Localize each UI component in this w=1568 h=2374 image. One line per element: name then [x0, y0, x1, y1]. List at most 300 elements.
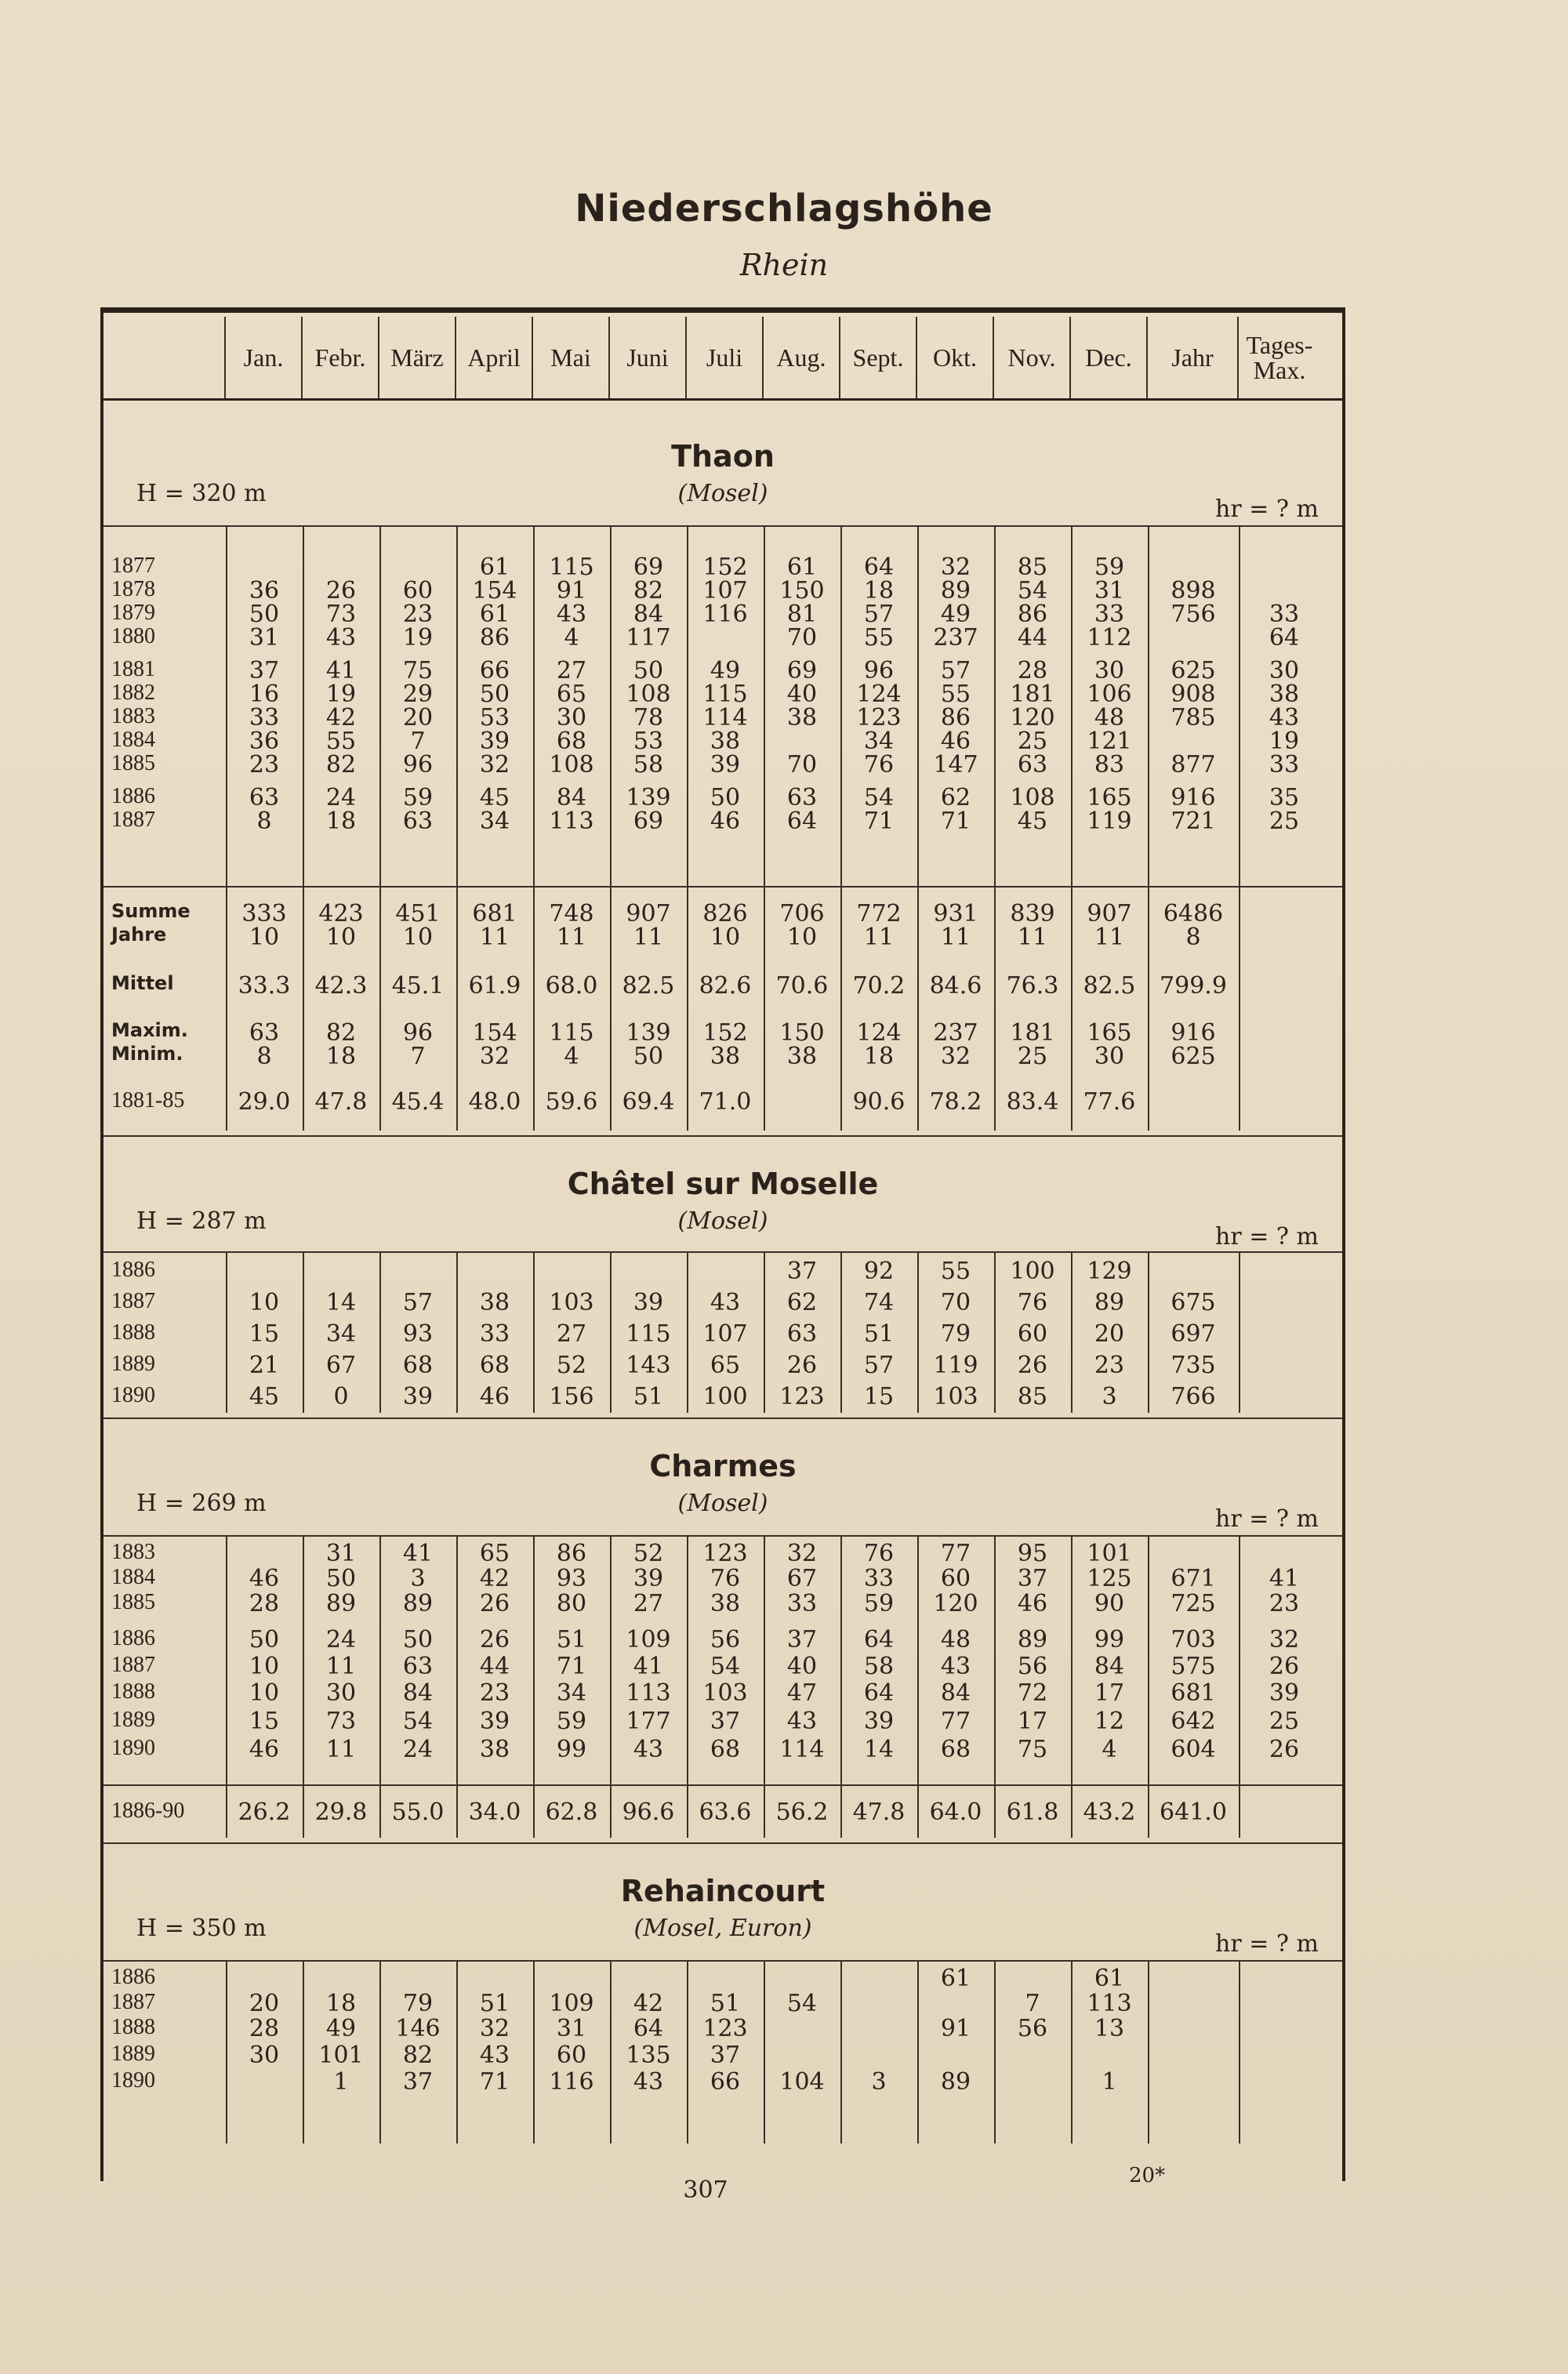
- year-label: 1890: [111, 1383, 155, 1407]
- data-cell: 785: [1171, 704, 1216, 731]
- summary-cell: 96: [402, 1019, 434, 1047]
- column-header: März: [379, 317, 456, 398]
- data-cell: 99: [556, 1736, 587, 1763]
- column-header: April: [456, 317, 533, 398]
- summary-cell: 11: [1094, 924, 1125, 951]
- year-label: 1889: [111, 1352, 155, 1376]
- summary-cell: 43.2: [1083, 1799, 1136, 1826]
- data-cell: 61: [1094, 1965, 1125, 1992]
- data-cell: 50: [325, 1565, 357, 1592]
- data-cell: 24: [325, 1626, 357, 1653]
- data-cell: 3: [871, 2068, 887, 2096]
- data-cell: 124: [856, 681, 902, 708]
- summary-cell: 30: [1094, 1043, 1125, 1070]
- summary-cell: 907: [626, 900, 671, 927]
- column-header: Jahr: [1148, 317, 1239, 398]
- summary-rule: [103, 1784, 1342, 1786]
- summary-cell: 25: [1017, 1043, 1048, 1070]
- data-cell: 43: [940, 1653, 971, 1680]
- data-cell: 68: [402, 1352, 434, 1379]
- summary-cell: 47.8: [852, 1799, 906, 1826]
- summary-cell: 38: [786, 1043, 818, 1070]
- summary-cell: 423: [318, 900, 364, 927]
- data-cell: 4: [564, 624, 579, 652]
- data-cell: 33: [1269, 751, 1300, 779]
- summary-cell: 826: [702, 900, 748, 927]
- data-cell: 60: [1017, 1320, 1048, 1348]
- station-header-rule: [103, 1535, 1342, 1537]
- summary-cell: 33.3: [238, 972, 291, 1000]
- year-label: 1886: [111, 1965, 155, 1989]
- data-cell: 58: [863, 1653, 895, 1680]
- station-name: Rehaincourt: [620, 1874, 826, 1908]
- data-cell: 32: [786, 1540, 818, 1567]
- data-cell: 99: [1094, 1626, 1125, 1653]
- data-cell: 18: [325, 808, 357, 835]
- summary-cell: 11: [1017, 924, 1048, 951]
- data-cell: 56: [1017, 2015, 1048, 2042]
- column-divider: [1239, 1251, 1240, 1413]
- data-cell: 46: [710, 808, 741, 835]
- year-label: 1886: [111, 784, 155, 808]
- data-cell: 108: [1010, 784, 1055, 811]
- summary-cell: 152: [702, 1019, 748, 1047]
- data-cell: 61: [940, 1965, 971, 1992]
- data-cell: 70: [786, 751, 818, 779]
- data-cell: 181: [1010, 681, 1055, 708]
- data-cell: 26: [479, 1590, 510, 1617]
- data-cell: 575: [1171, 1653, 1216, 1680]
- data-cell: 107: [702, 1320, 748, 1348]
- data-cell: 39: [1269, 1679, 1300, 1707]
- year-label: 1888: [111, 1679, 155, 1704]
- summary-cell: 333: [241, 900, 287, 927]
- column-header: Jan.: [226, 317, 303, 398]
- station-river: (Mosel): [677, 480, 768, 507]
- summary-cell: 32: [940, 1043, 971, 1070]
- column-header: Sept.: [840, 317, 917, 398]
- data-cell: 57: [863, 1352, 895, 1379]
- summary-cell: 6486: [1163, 900, 1224, 927]
- data-cell: 101: [318, 2042, 364, 2069]
- summary-cell: 96.6: [622, 1799, 675, 1826]
- data-cell: 33: [1269, 601, 1300, 628]
- year-label: 1878: [111, 577, 155, 601]
- summary-cell: 34.0: [468, 1799, 521, 1826]
- data-cell: 45: [1017, 808, 1048, 835]
- data-cell: 23: [1269, 1590, 1300, 1617]
- data-cell: 30: [556, 704, 587, 731]
- data-cell: 38: [479, 1736, 510, 1763]
- page-subtitle: Rhein: [739, 248, 829, 282]
- summary-label: Jahre: [111, 924, 167, 946]
- data-cell: 91: [940, 2015, 971, 2042]
- data-cell: 67: [786, 1565, 818, 1592]
- station-top-rule: [103, 1418, 1342, 1419]
- data-cell: 70: [940, 1289, 971, 1316]
- data-cell: 19: [402, 624, 434, 652]
- column-divider: [840, 1960, 842, 2143]
- data-cell: 39: [863, 1708, 895, 1735]
- data-cell: 43: [325, 624, 357, 652]
- data-cell: 106: [1087, 681, 1132, 708]
- station-top-rule: [103, 1135, 1342, 1137]
- data-cell: 57: [402, 1289, 434, 1316]
- data-cell: 39: [402, 1383, 434, 1410]
- data-cell: 53: [479, 704, 510, 731]
- data-cell: 43: [556, 601, 587, 628]
- data-cell: 725: [1171, 1590, 1216, 1617]
- data-cell: 23: [1094, 1352, 1125, 1379]
- year-label: 1889: [111, 1708, 155, 1732]
- summary-cell: 8: [256, 1043, 272, 1070]
- data-cell: 72: [1017, 1679, 1048, 1707]
- data-cell: 12: [1094, 1708, 1125, 1735]
- data-cell: 91: [556, 577, 587, 604]
- station-river: (Mosel): [677, 1207, 768, 1235]
- data-cell: 108: [549, 751, 594, 779]
- data-cell: 43: [633, 1736, 664, 1763]
- summary-cell: 84.6: [929, 972, 982, 1000]
- summary-cell: 61.9: [468, 972, 521, 1000]
- data-cell: 59: [556, 1708, 587, 1735]
- summary-cell: 10: [402, 924, 434, 951]
- data-cell: 82: [633, 577, 664, 604]
- data-cell: 147: [933, 751, 978, 779]
- station-river: (Mosel, Euron): [633, 1915, 812, 1942]
- data-cell: 30: [249, 2042, 280, 2069]
- station-block: [103, 1418, 1342, 1842]
- page-title: Niederschlagshöhe: [575, 187, 993, 231]
- data-cell: 107: [702, 577, 748, 604]
- summary-cell: 82.5: [622, 972, 675, 1000]
- data-cell: 46: [249, 1565, 280, 1592]
- data-cell: 83: [1094, 751, 1125, 779]
- summary-cell: 47.8: [314, 1088, 368, 1116]
- data-cell: 34: [325, 1320, 357, 1348]
- summary-cell: 799.9: [1160, 972, 1227, 1000]
- summary-cell: 61.8: [1006, 1799, 1059, 1826]
- summary-cell: 124: [856, 1019, 902, 1047]
- data-cell: 75: [402, 657, 434, 684]
- data-cell: 36: [249, 577, 280, 604]
- data-cell: 64: [1269, 624, 1300, 652]
- column-divider: [1148, 1960, 1149, 2143]
- data-cell: 3: [1102, 1383, 1117, 1410]
- data-cell: 90: [1094, 1590, 1125, 1617]
- data-cell: 877: [1171, 751, 1216, 779]
- data-cell: 38: [1269, 681, 1300, 708]
- summary-cell: 7: [410, 1043, 426, 1070]
- year-label: 1888: [111, 1320, 155, 1345]
- data-cell: 75: [1017, 1736, 1048, 1763]
- data-cell: 37: [249, 657, 280, 684]
- data-cell: 63: [402, 808, 434, 835]
- data-cell: 20: [249, 1990, 280, 2017]
- data-cell: 735: [1171, 1352, 1216, 1379]
- data-cell: 25: [1017, 728, 1048, 755]
- station-altitude: H = 320 m: [136, 480, 267, 507]
- station-river: (Mosel): [677, 1490, 768, 1517]
- data-cell: 30: [325, 1679, 357, 1707]
- data-cell: 34: [556, 1679, 587, 1707]
- data-cell: 119: [1087, 808, 1132, 835]
- station-header-rule: [103, 525, 1342, 527]
- summary-cell: 77.6: [1083, 1088, 1136, 1116]
- data-cell: 50: [249, 601, 280, 628]
- data-cell: 150: [779, 577, 825, 604]
- data-cell: 54: [710, 1653, 741, 1680]
- data-cell: 117: [626, 624, 671, 652]
- data-cell: 27: [633, 1590, 664, 1617]
- data-cell: 152: [702, 554, 748, 581]
- station-block: [103, 1135, 1342, 1418]
- station-name: Châtel sur Moselle: [567, 1167, 879, 1201]
- data-cell: 84: [1094, 1653, 1125, 1680]
- summary-cell: 150: [779, 1019, 825, 1047]
- data-cell: 108: [626, 681, 671, 708]
- data-cell: 39: [479, 1708, 510, 1735]
- data-cell: 82: [325, 751, 357, 779]
- column-divider: [1239, 1960, 1240, 2143]
- data-cell: 48: [1094, 704, 1125, 731]
- data-cell: 71: [863, 808, 895, 835]
- data-cell: 45: [479, 784, 510, 811]
- data-cell: 115: [626, 1320, 671, 1348]
- data-cell: 63: [1017, 751, 1048, 779]
- summary-cell: 32: [479, 1043, 510, 1070]
- data-cell: 10: [249, 1653, 280, 1680]
- column-header: Okt.: [917, 317, 994, 398]
- data-cell: 66: [479, 657, 510, 684]
- data-cell: 766: [1171, 1383, 1216, 1410]
- summary-cell: 839: [1010, 900, 1055, 927]
- data-cell: 31: [1094, 577, 1125, 604]
- data-cell: 51: [556, 1626, 587, 1653]
- column-divider: [994, 1960, 996, 2143]
- summary-label: Minim.: [111, 1043, 183, 1065]
- data-cell: 48: [940, 1626, 971, 1653]
- data-cell: 28: [1017, 657, 1048, 684]
- data-cell: 69: [633, 808, 664, 835]
- data-cell: 45: [249, 1383, 280, 1410]
- data-cell: 11: [325, 1736, 357, 1763]
- data-cell: 52: [633, 1540, 664, 1567]
- summary-cell: 916: [1171, 1019, 1216, 1047]
- data-cell: 64: [863, 1626, 895, 1653]
- data-cell: 7: [1025, 1990, 1040, 2017]
- header-label-cell: [103, 317, 226, 398]
- data-cell: 146: [395, 2015, 441, 2042]
- data-cell: 50: [633, 657, 664, 684]
- data-cell: 70: [786, 624, 818, 652]
- signature-mark: 20*: [1129, 2164, 1166, 2187]
- year-label: 1886: [111, 1626, 155, 1650]
- data-cell: 31: [325, 1540, 357, 1567]
- data-cell: 57: [940, 657, 971, 684]
- data-cell: 11: [325, 1653, 357, 1680]
- data-cell: 642: [1171, 1708, 1216, 1735]
- data-cell: 100: [1010, 1258, 1055, 1285]
- data-cell: 916: [1171, 784, 1216, 811]
- data-cell: 112: [1087, 624, 1132, 652]
- data-cell: 39: [710, 751, 741, 779]
- data-cell: 4: [1102, 1736, 1117, 1763]
- data-cell: 40: [786, 681, 818, 708]
- data-cell: 26: [1017, 1352, 1048, 1379]
- data-cell: 26: [479, 1626, 510, 1653]
- data-cell: 54: [1017, 577, 1048, 604]
- data-cell: 34: [863, 728, 895, 755]
- data-cell: 115: [549, 554, 594, 581]
- data-cell: 42: [325, 704, 357, 731]
- summary-label: Summe: [111, 900, 191, 922]
- year-label: 1885: [111, 751, 155, 775]
- column-header: Aug.: [764, 317, 840, 398]
- data-cell: 37: [786, 1626, 818, 1653]
- summary-cell: 56.2: [775, 1799, 829, 1826]
- data-cell: 33: [1094, 601, 1125, 628]
- station-header-rule: [103, 1960, 1342, 1962]
- year-label: 1882: [111, 681, 155, 705]
- data-cell: 44: [1017, 624, 1048, 652]
- station-altitude: H = 350 m: [136, 1915, 267, 1942]
- summary-cell: 641.0: [1160, 1799, 1227, 1826]
- data-cell: 50: [710, 784, 741, 811]
- data-cell: 29: [402, 681, 434, 708]
- data-cell: 38: [710, 728, 741, 755]
- data-cell: 1: [1102, 2068, 1117, 2096]
- data-cell: 37: [710, 1708, 741, 1735]
- data-cell: 47: [786, 1679, 818, 1707]
- data-cell: 64: [633, 2015, 664, 2042]
- summary-cell: 115: [549, 1019, 594, 1047]
- summary-cell: 48.0: [468, 1088, 521, 1116]
- summary-cell: 907: [1087, 900, 1132, 927]
- data-cell: 64: [863, 554, 895, 581]
- data-cell: 68: [710, 1736, 741, 1763]
- data-cell: 38: [479, 1289, 510, 1316]
- data-cell: 69: [633, 554, 664, 581]
- data-cell: 26: [325, 577, 357, 604]
- summary-cell: 68.0: [545, 972, 598, 1000]
- summary-cell: 78.2: [929, 1088, 982, 1116]
- data-cell: 64: [863, 1679, 895, 1707]
- data-cell: 63: [786, 1320, 818, 1348]
- data-cell: 57: [863, 601, 895, 628]
- data-cell: 21: [249, 1352, 280, 1379]
- data-cell: 24: [325, 784, 357, 811]
- year-label: 1887: [111, 1990, 155, 2014]
- data-cell: 52: [556, 1352, 587, 1379]
- summary-cell: 69.4: [622, 1088, 675, 1116]
- data-cell: 36: [249, 728, 280, 755]
- data-cell: 113: [549, 808, 594, 835]
- data-cell: 49: [710, 657, 741, 684]
- summary-cell: 76.3: [1006, 972, 1059, 1000]
- data-cell: 65: [479, 1540, 510, 1567]
- data-cell: 10: [249, 1679, 280, 1707]
- data-cell: 84: [402, 1679, 434, 1707]
- year-label: 1887: [111, 808, 155, 832]
- data-cell: 80: [556, 1590, 587, 1617]
- summary-cell: 83.4: [1006, 1088, 1059, 1116]
- summary-cell: 10: [249, 924, 280, 951]
- data-cell: 55: [325, 728, 357, 755]
- data-cell: 26: [786, 1352, 818, 1379]
- summary-cell: 63: [249, 1019, 280, 1047]
- data-cell: 0: [333, 1383, 349, 1410]
- station-gauge-height: hr = ? m: [1215, 495, 1319, 523]
- data-cell: 15: [249, 1708, 280, 1735]
- data-cell: 37: [710, 2042, 741, 2069]
- data-cell: 68: [479, 1352, 510, 1379]
- data-cell: 84: [940, 1679, 971, 1707]
- summary-cell: 70.2: [852, 972, 906, 1000]
- year-label: 1887: [111, 1653, 155, 1677]
- data-cell: 31: [556, 2015, 587, 2042]
- year-label: 1884: [111, 728, 155, 752]
- data-cell: 604: [1171, 1736, 1216, 1763]
- summary-label: Mittel: [111, 972, 174, 994]
- data-cell: 114: [779, 1736, 825, 1763]
- data-cell: 26: [1269, 1653, 1300, 1680]
- data-cell: 61: [786, 554, 818, 581]
- summary-cell: 681: [472, 900, 517, 927]
- data-cell: 119: [933, 1352, 978, 1379]
- summary-cell: 45.1: [391, 972, 445, 1000]
- summary-cell: 82: [325, 1019, 357, 1047]
- data-cell: 76: [863, 1540, 895, 1567]
- year-label: 1885: [111, 1590, 155, 1614]
- data-cell: 43: [710, 1289, 741, 1316]
- summary-cell: 706: [779, 900, 825, 927]
- data-cell: 19: [1269, 728, 1300, 755]
- data-cell: 33: [249, 704, 280, 731]
- data-cell: 28: [249, 2015, 280, 2042]
- data-cell: 109: [626, 1626, 671, 1653]
- data-cell: 3: [410, 1565, 426, 1592]
- data-cell: 63: [402, 1653, 434, 1680]
- data-cell: 13: [1094, 2015, 1125, 2042]
- data-cell: 63: [249, 784, 280, 811]
- column-header: Mai: [533, 317, 610, 398]
- year-label: 1884: [111, 1565, 155, 1589]
- data-cell: 39: [633, 1289, 664, 1316]
- summary-cell: 63.6: [699, 1799, 752, 1826]
- data-cell: 65: [710, 1352, 741, 1379]
- data-cell: 721: [1171, 808, 1216, 835]
- data-cell: 63: [786, 784, 818, 811]
- year-label: 1888: [111, 2015, 155, 2039]
- data-cell: 43: [1269, 704, 1300, 731]
- data-cell: 135: [626, 2042, 671, 2069]
- data-cell: 96: [402, 751, 434, 779]
- data-cell: 58: [633, 751, 664, 779]
- data-cell: 34: [479, 808, 510, 835]
- data-cell: 703: [1171, 1626, 1216, 1653]
- summary-cell: 82.6: [699, 972, 752, 1000]
- data-cell: 54: [402, 1708, 434, 1735]
- data-cell: 46: [940, 728, 971, 755]
- data-cell: 143: [626, 1352, 671, 1379]
- station-top-rule: [103, 1842, 1342, 1844]
- data-cell: 77: [940, 1708, 971, 1735]
- data-cell: 79: [940, 1320, 971, 1348]
- column-header: Nov.: [994, 317, 1071, 398]
- data-cell: 74: [863, 1289, 895, 1316]
- data-cell: 96: [863, 657, 895, 684]
